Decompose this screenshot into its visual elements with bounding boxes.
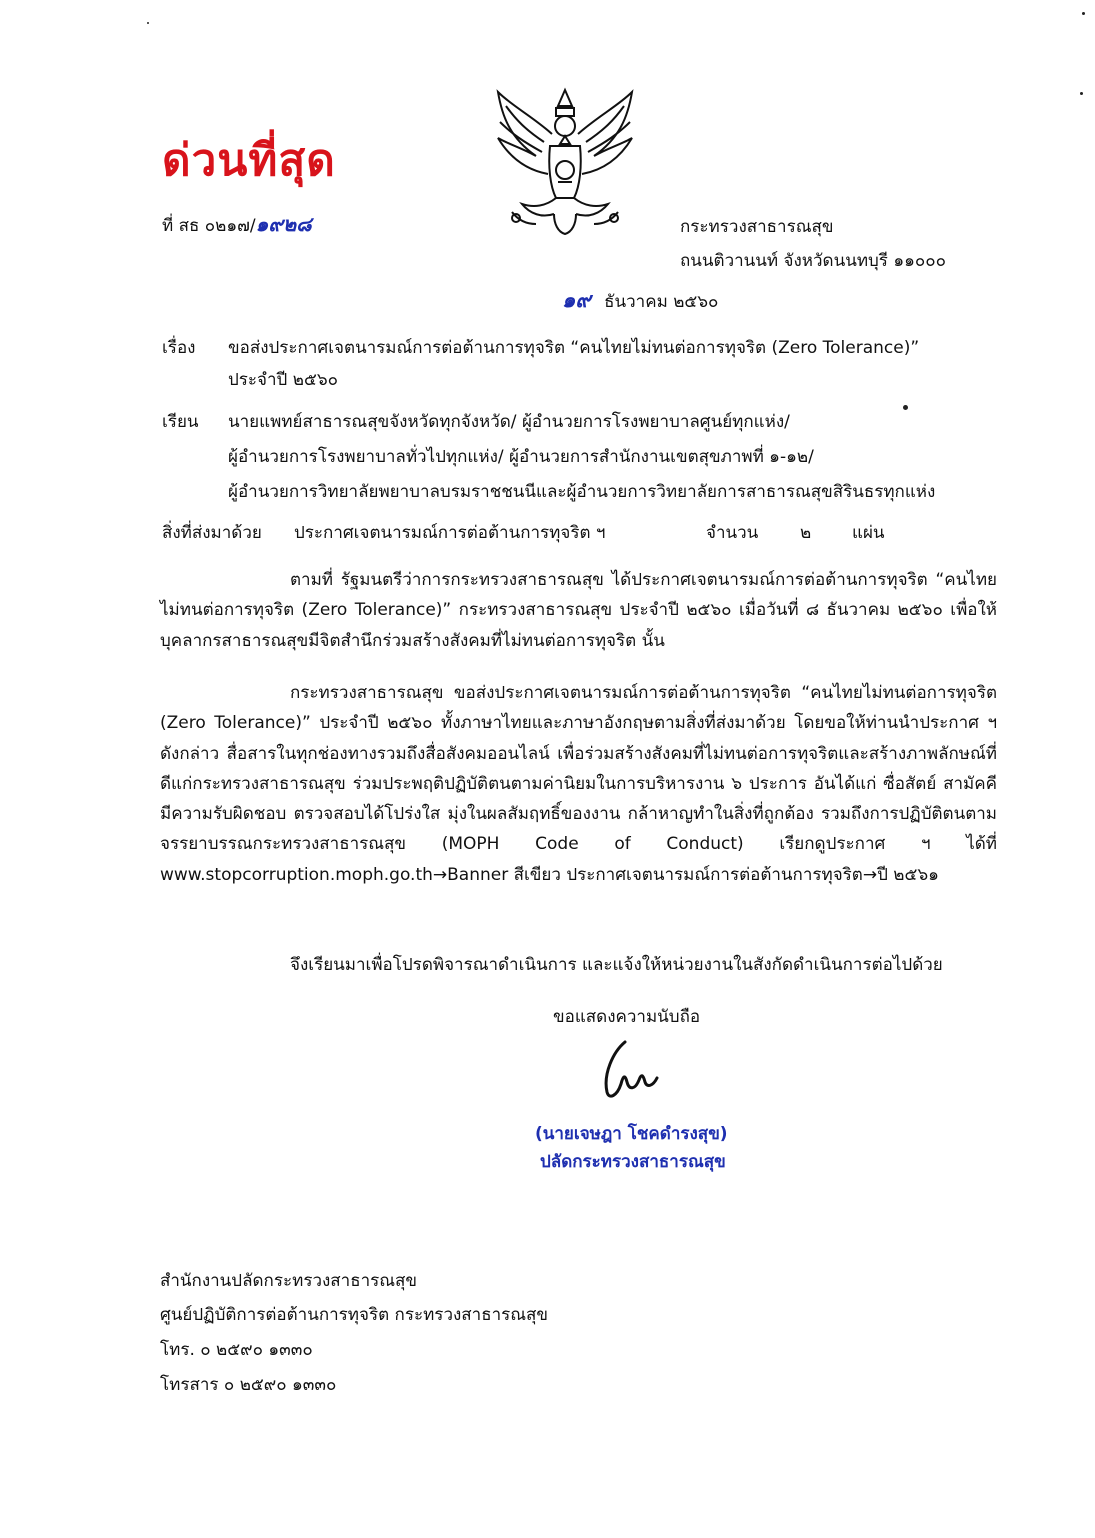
enclosure-item: ประกาศเจตนารมณ์การต่อต้านการทุจริต ฯ: [294, 523, 606, 543]
footer-office: สำนักงานปลัดกระทรวงสาธารณสุข: [160, 1271, 418, 1291]
footer-fax: โทรสาร ๐ ๒๕๙๐ ๑๓๓๐: [160, 1375, 337, 1395]
reference-number: [162, 214, 312, 236]
scan-speck: [903, 405, 908, 410]
body-paragraph-2: [160, 678, 997, 890]
date-day-handwritten: ๑๙: [562, 287, 591, 312]
signature-scribble: [595, 1034, 675, 1104]
subject-line-2: ประจำปี ๒๕๖๐: [228, 370, 338, 390]
enclosure-count-label: จำนวน: [706, 523, 759, 543]
body-paragraph-1: [160, 565, 997, 656]
footer-telephone: โทร. ๐ ๒๕๙๐ ๑๓๓๐: [160, 1340, 313, 1360]
closing-salutation: ขอแสดงความนับถือ: [553, 1007, 701, 1027]
garuda-emblem: [492, 86, 638, 236]
body-paragraph-2-text: กระทรวงสาธารณสุข ขอส่งประกาศเจตนารมณ์การต่อต้านการทุจริต “คนไทยไม่ทนต่อการทุจริต (Zero Tolerance)” ประจำปี ๒๕๖๐ ทั้งภาษาไทยและภาษาอังกฤษตามสิ่งที่ส่งมาด้วย โดยขอให้ท่านนำประกาศ ฯ ดังกล่าว สื่อสารในทุกช่องทางรวมถึงสื่อสังคมออนไลน์ เพื่อร่วมสร้างสังคมที่ไม่ทนต่อการทุจริตและสร้างภาพลักษณ์ที่ดีแก่กระทรวงสาธารณสุข ร่วมประพฤติปฏิบัติตนตามค่านิยมในการบริหารงาน ๖ ประการ อันได้แก่ ซื่อสัตย์ สามัคคี มีความรับผิดชอบ ตรวจสอบได้โปร่งใส มุ่งในผลสัมฤทธิ์ของงาน กล้าหาญทำในสิ่งที่ถูกต้อง รวมถึงการปฏิบัติตนตามจรรยาบรรณกระทรวงสาธารณสุข (MOPH Code of Conduct) เรียกดูประกาศ ฯ ได้ที่ www.stopcorruption.moph.go.th→Banner สีเขียว ประกาศเจตนารมณ์การต่อต้านการทุจริต→ปี ๒๕๖๑: [160, 683, 997, 885]
recipient-line-3: ผู้อำนวยการวิทยาลัยพยาบาลบรมราชชนนีและผู้อำนวยการวิทยาลัยการสาธารณสุขสิรินธรทุกแห่ง: [228, 482, 936, 502]
body-paragraph-3: จึงเรียนมาเพื่อโปรดพิจารณาดำเนินการ และแจ้งให้หน่วยงานในสังกัดดำเนินการต่อไปด้วย: [290, 955, 943, 975]
enclosure-unit: แผ่น: [852, 523, 885, 543]
document-date: [562, 287, 719, 312]
scan-speck: [147, 22, 149, 24]
signer-name: (นายเจษฎา โชคดำรงสุข): [535, 1124, 728, 1144]
subject-label: เรื่อง: [162, 338, 196, 358]
scan-speck: [1080, 92, 1083, 95]
signer-title: ปลัดกระทรวงสาธารณสุข: [540, 1152, 726, 1172]
date-month-year: ธันวาคม ๒๕๖๐: [604, 292, 719, 312]
org-name: กระทรวงสาธารณสุข: [680, 217, 834, 237]
footer-unit: ศูนย์ปฏิบัติการต่อต้านการทุจริต กระทรวงสาธารณสุข: [160, 1305, 549, 1325]
recipient-label: เรียน: [162, 412, 199, 432]
enclosure-count: ๒: [800, 523, 812, 543]
signature: [595, 1034, 675, 1104]
enclosure-label: สิ่งที่ส่งมาด้วย: [162, 523, 262, 543]
reference-prefix: ที่ สธ ๐๒๑๗/: [162, 216, 256, 236]
scan-speck: [1082, 12, 1085, 15]
recipient-line-1: นายแพทย์สาธารณสุขจังหวัดทุกจังหวัด/ ผู้อำนวยการโรงพยาบาลศูนย์ทุกแห่ง/: [228, 412, 790, 432]
recipient-line-2: ผู้อำนวยการโรงพยาบาลทั่วไปทุกแห่ง/ ผู้อำนวยการสำนักงานเขตสุขภาพที่ ๑-๑๒/: [228, 447, 814, 467]
reference-number-handwritten: ๑๙๒๘: [255, 212, 312, 236]
subject-line-1: ขอส่งประกาศเจตนารมณ์การต่อต้านการทุจริต “คนไทยไม่ทนต่อการทุจริต (Zero Tolerance)”: [228, 338, 920, 358]
urgent-stamp: ด่วนที่สุด: [162, 135, 336, 186]
body-paragraph-1-text: ตามที่ รัฐมนตรีว่าการกระทรวงสาธารณสุข ได้ประกาศเจตนารมณ์การต่อต้านการทุจริต “คนไทยไม่ทนต่อการทุจริต (Zero Tolerance)” กระทรวงสาธารณสุข ประจำปี ๒๕๖๐ เมื่อวันที่ ๘ ธันวาคม ๒๕๖๐ เพื่อให้บุคลากรสาธารณสุขมีจิตสำนึกร่วมสร้างสังคมที่ไม่ทนต่อการทุจริต นั้น: [160, 570, 997, 651]
org-address: ถนนติวานนท์ จังหวัดนนทบุรี ๑๑๐๐๐: [680, 251, 947, 271]
